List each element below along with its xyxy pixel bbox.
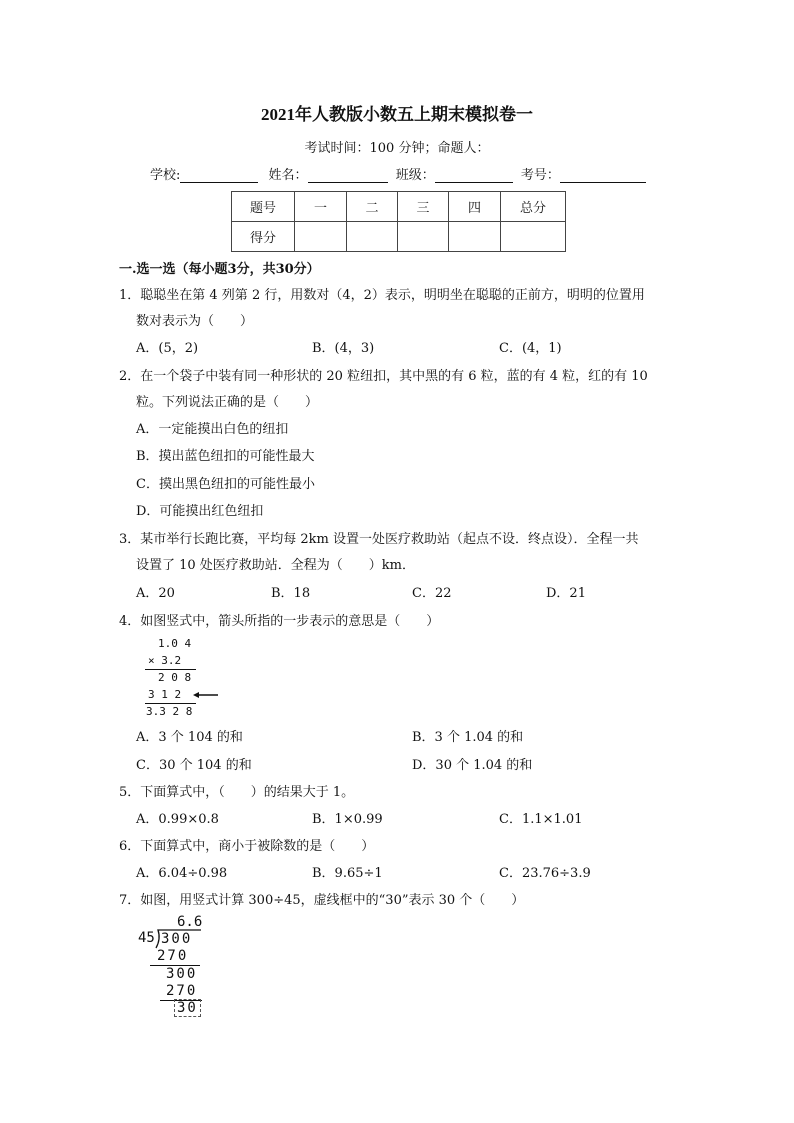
division-remainder-dashed-box: 30 [174, 999, 201, 1017]
q1-option-b[interactable]: B．(4，3) [312, 341, 375, 356]
q2-option-d[interactable]: D．可能摸出红色纽扣 [136, 504, 264, 519]
calc-row-5: 3.3 2 8 [146, 705, 193, 718]
score-cell[interactable] [501, 222, 566, 252]
score-table [231, 191, 566, 252]
question-2-text-cont: 粒。下列说法正确的是（ ） [136, 395, 319, 410]
calc-row-1: 1.0 4 [158, 637, 192, 650]
school-label: 学校: [150, 168, 181, 183]
q3-option-c[interactable]: C．22 [412, 586, 452, 601]
q6-option-a[interactable]: A．6.04÷0.98 [136, 866, 228, 881]
q2-option-a[interactable]: A．一定能摸出白色的纽扣 [136, 422, 289, 437]
page-title: 2021年人教版小数五上期末模拟卷一 [261, 105, 533, 124]
division-step-3: 270 [166, 983, 198, 999]
q3-option-d[interactable]: D．21 [546, 586, 586, 601]
q4-option-c[interactable]: C．30 个 104 的和 [136, 758, 252, 773]
number-label: 考号： [520, 168, 560, 183]
question-3-text-cont: 设置了 10 处医疗救助站．全程为（ ）km． [136, 558, 416, 573]
calc-rule [145, 703, 196, 704]
question-5-text: 5．下面算式中，（ ）的结果大于 1。 [119, 785, 355, 800]
calc-row-4: 3 1 2 [148, 688, 182, 701]
q5-option-b[interactable]: B．1×0.99 [312, 812, 383, 827]
q2-option-b[interactable]: B．摸出蓝色纽扣的可能性最大 [136, 449, 315, 464]
question-3-text: 3．某市举行长跑比赛，平均每 2km 设置一处医疗救助站（起点不设．终点设）．全程一共 [119, 532, 639, 547]
number-blank[interactable] [560, 168, 646, 183]
score-header-cell: 二 [347, 192, 398, 222]
q6-option-c[interactable]: C．23.76÷3.9 [499, 866, 591, 881]
class-blank[interactable] [435, 168, 513, 183]
name-blank[interactable] [308, 168, 388, 183]
division-step-2: 300 [166, 966, 198, 982]
division-quotient: 6.6 [177, 914, 203, 930]
section-heading: 一.选一选（每小题3分，共30分） [119, 262, 320, 277]
q3-option-a[interactable]: A．20 [136, 586, 175, 601]
division-step-1: 270 [157, 948, 189, 964]
question-1-text-cont: 数对表示为（ ） [136, 314, 254, 329]
q4-option-d[interactable]: D．30 个 1.04 的和 [412, 758, 533, 773]
q4-option-b[interactable]: B．3 个 1.04 的和 [412, 730, 524, 745]
q3-option-b[interactable]: B．18 [271, 586, 311, 601]
question-6-text: 6．下面算式中，商小于被除数的是（ ） [119, 839, 375, 854]
score-header-cell: 一 [295, 192, 347, 222]
score-cell[interactable] [347, 222, 398, 252]
q5-option-a[interactable]: A．0.99×0.8 [136, 812, 219, 827]
q1-option-c[interactable]: C．(4，1) [499, 341, 562, 356]
student-info-fields [150, 164, 646, 183]
class-label: 班级： [395, 168, 435, 183]
score-cell[interactable] [398, 222, 449, 252]
score-header-cell: 总分 [501, 192, 566, 222]
question-2-text: 2．在一个袋子中装有同一种形状的 20 粒纽扣，其中黑的有 6 粒，蓝的有 4 粒，红的有 10 [119, 369, 648, 384]
q5-option-c[interactable]: C．1.1×1.01 [499, 812, 583, 827]
calc-row-2: × 3.2 [148, 654, 182, 667]
question-4-text: 4．如图竖式中，箭头所指的一步表示的意思是（ ） [119, 614, 440, 629]
school-blank[interactable] [180, 168, 258, 183]
score-header-cell: 四 [449, 192, 501, 222]
score-cell[interactable] [449, 222, 501, 252]
score-header-cell: 题号 [232, 192, 295, 222]
score-header-cell: 三 [398, 192, 449, 222]
arrow-left-icon [193, 690, 219, 700]
q6-option-b[interactable]: B．9.65÷1 [312, 866, 383, 881]
division-dividend: 300 [161, 931, 193, 947]
q4-option-a[interactable]: A．3 个 104 的和 [136, 730, 243, 745]
division-divisor: 45 [138, 930, 155, 946]
question-7-text: 7．如图，用竖式计算 300÷45，虚线框中的“30”表示 30 个（ ） [119, 893, 525, 908]
score-cell[interactable] [295, 222, 347, 252]
calc-rule [145, 669, 196, 670]
calc-row-3: 2 0 8 [158, 671, 192, 684]
exam-subtitle: 考试时间：100 分钟；命题人： [304, 141, 490, 156]
score-row-label: 得分 [232, 222, 295, 252]
name-label: 姓名： [268, 168, 308, 183]
question-1-text: 1．聪聪坐在第 4 列第 2 行，用数对（4，2）表示，明明坐在聪聪的正前方，明明的位置用 [119, 288, 645, 303]
q1-option-a[interactable]: A．(5，2) [136, 341, 199, 356]
q2-option-c[interactable]: C．摸出黑色纽扣的可能性最小 [136, 477, 315, 492]
